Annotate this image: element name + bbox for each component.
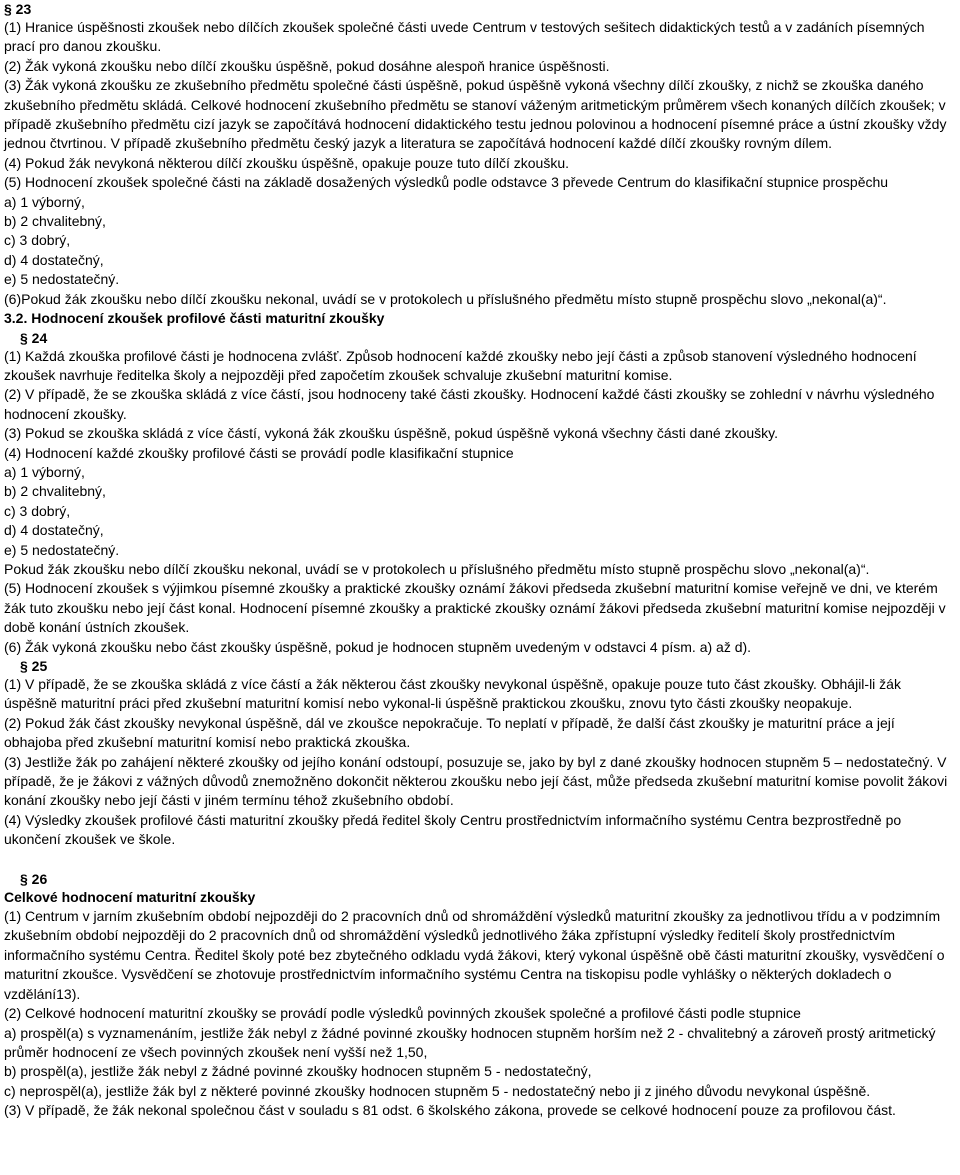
paragraph: (1) Každá zkouška profilové části je hodnocena zvlášť. Způsob hodnocení každé zkoušky nebo její části a způsob stanovení výsledného hodnocení zkoušek navrhuje ředitelka školy a nejpozději před započetím zkoušek schvaluje zkušební maturitní komise.	[4, 347, 917, 383]
spacer	[4, 850, 956, 870]
list-item: c) neprospěl(a), jestliže žák byl z některé povinné zkoušky hodnocen stupněm 5 - nedostatečný nebo ji z jiného důvodu nevykonal úspěšně.	[4, 1082, 871, 1099]
paragraph: (6)Pokud žák zkoušku nebo dílčí zkoušku nekonal, uvádí se v protokolech u příslušného předmětu místo stupně prospěchu slovo „nekonal(a)“.	[4, 290, 887, 307]
section-23-body	[4, 18, 956, 309]
paragraph: (4) Výsledky zkoušek profilové části maturitní zkoušky předá ředitel školy Centru prostřednictvím informačního systému Centra bezprostředně po ukončení zkoušek ve škole.	[4, 811, 902, 848]
list-item: e) 5 nedostatečný.	[4, 541, 120, 558]
paragraph: (2) Celkové hodnocení maturitní zkoušky se provádí podle výsledků povinných zkoušek společné a profilové části podle stupnice	[4, 1005, 801, 1022]
section-25-heading: § 25	[20, 658, 48, 674]
list-item: c) 3 dobrý,	[4, 502, 71, 519]
section-26-body	[4, 907, 956, 1120]
paragraph: (1) Hranice úspěšnosti zkoušek nebo dílčích zkoušek společné části uvede Centrum v testových sešitech didaktických testů a v zadáních písemných prací pro danou zkoušku.	[4, 19, 925, 55]
paragraph: (5) Hodnocení zkoušek společné části na základě dosažených výsledků podle odstavce 3 převede Centrum do klasifikační stupnice prospěchu	[4, 174, 889, 191]
list-item: b) prospěl(a), jestliže žák nebyl z žádné povinné zkoušky hodnocen stupněm 5 - nedostatečný,	[4, 1063, 592, 1080]
list-item: e) 5 nedostatečný.	[4, 271, 120, 288]
paragraph: (3) Pokud se zkouška skládá z více částí, vykoná žák zkoušku úspěšně, pokud úspěšně vykoná všechny části dané zkoušky.	[4, 425, 779, 442]
paragraph: (3) Jestliže žák po zahájení některé zkoušky od jejího konání odstoupí, posuzuje se, jako by byl z dané zkoušky hodnocen stupněm 5 – nedostatečný. V případě, že je žákovi z vážných důvodů znemožněno dokončit některou zkoušku nebo její část, může předseda zkušební maturitní komise povolit žákovi konání zkoušky nebo její části v jiném termínu téhož zkušebního období.	[4, 753, 948, 809]
section-24-heading: § 24	[20, 329, 48, 346]
paragraph: (2) Žák vykoná zkoušku nebo dílčí zkoušku úspěšně, pokud dosáhne alespoň hranice úspěšnosti.	[4, 57, 610, 74]
section-24-body	[4, 347, 956, 658]
paragraph: (3) V případě, že žák nekonal společnou část v souladu s 81 odst. 6 školského zákona, provede se celkové hodnocení pouze za profilovou část.	[4, 1102, 896, 1119]
subsection-3-2-heading: 3.2. Hodnocení zkoušek profilové části maturitní zkoušky	[4, 310, 385, 327]
section-26-heading: § 26	[20, 870, 48, 887]
section-26-title: Celkové hodnocení maturitní zkoušky	[4, 888, 256, 905]
paragraph: (4) Pokud žák nevykoná některou dílčí zkoušku úspěšně, opakuje pouze tuto dílčí zkoušku.	[4, 154, 569, 171]
list-item: d) 4 dostatečný,	[4, 522, 104, 539]
list-item: d) 4 dostatečný,	[4, 251, 104, 268]
list-item: a) 1 výborný,	[4, 463, 85, 480]
paragraph: (5) Hodnocení zkoušek s výjimkou písemné zkoušky a praktické zkoušky oznámí žákovi předseda zkušební maturitní komise veřejně ve dni, ve kterém žák tuto zkoušku nebo její část konal. Hodnocení písemné zkoušky a praktické zkoušky oznámí žákovi předseda zkušební maturitní komise nejpozději v době konání ústních zkoušek.	[4, 580, 946, 636]
list-item: b) 2 chvalitebný,	[4, 213, 106, 230]
paragraph: (3) Žák vykoná zkoušku ze zkušebního předmětu společné části úspěšně, pokud úspěšně vykoná všechny dílčí zkoušky, z nichž se zkouška daného zkušebního předmětu skládá. Celkové hodnocení zkušebního předmětu se stanoví váženým aritmetickým průměrem všech konaných dílčích zkoušek; v případě zkušebního předmětu cizí jazyk se započítává hodnocení didaktického testu jednou polovinou a hodnocení písemné práce a ústní zkoušky vždy jednou čtvrtinou. V případě zkušebního předmětu český jazyk a literatura se započítává hodnocení každé dílčí zkoušky rovným dílem.	[4, 77, 947, 152]
paragraph: (1) Centrum v jarním zkušebním období nejpozději do 2 pracovních dnů od shromáždění výsledků maturitní zkoušky za jednotlivou třídu a v podzimním zkušebním období nejpozději do 2 pracovních dnů od shromáždění výsledků jednotlivého žáka zpřístupní výsledky ředitelí školy prostřednictvím informačního systému Centra. Ředitel školy poté bez zbytečného odkladu vydá žákovi, který vykonal úspěšně obě části maturitní zkoušky, vysvědčení o maturitní zkoušce. Vysvědčení se zhotovuje prostřednictvím informačního systému Centra na tiskopisu podle vyhlášky o některých dokladech o vzdělání13).	[4, 908, 945, 1002]
list-item: a) prospěl(a) s vyznamenáním, jestliže žák nebyl z žádné povinné zkoušky hodnocen stupněm horším než 2 - chvalitebný a zároveň prostý aritmetický průměr hodnocení ze všech povinných zkoušek není vyšší než 1,50,	[4, 1024, 936, 1060]
paragraph: (2) V případě, že se zkouška skládá z více částí, jsou hodnoceny také části zkoušky. Hodnocení každé části zkoušky se zohlední v návrhu výsledného hodnocení zkoušky.	[4, 386, 935, 422]
paragraph: (1) V případě, že se zkouška skládá z více částí a žák některou část zkoušky nevykonal úspěšně, opakuje pouze tuto část zkoušky. Obhájil-li žák úspěšně maturitní práci před zkušební maturitní komisí nebo vykonal-li úspěšně praktickou zkoušku, znovu tyto části zkoušky neopakuje.	[4, 676, 901, 712]
list-item: b) 2 chvalitebný,	[4, 483, 106, 500]
paragraph: (6) Žák vykoná zkoušku nebo část zkoušky úspěšně, pokud je hodnocen stupněm uvedeným v odstavci 4 písm. a) až d).	[4, 638, 752, 655]
list-item: c) 3 dobrý,	[4, 232, 71, 249]
paragraph: (2) Pokud žák část zkoušky nevykonal úspěšně, dál ve zkoušce nepokračuje. To neplatí v případě, že další část zkoušky je maturitní práce a její obhajoba před zkušební maturitní komisí nebo praktická zkouška.	[4, 714, 895, 751]
section-25-body	[4, 675, 956, 850]
section-23-heading: § 23	[4, 1, 32, 17]
paragraph: Pokud žák zkoušku nebo dílčí zkoušku nekonal, uvádí se v protokolech u příslušného předmětu místo stupně prospěchu slovo „nekonal(a)“.	[4, 560, 870, 577]
paragraph: (4) Hodnocení každé zkoušky profilové části se provádí podle klasifikační stupnice	[4, 444, 514, 461]
list-item: a) 1 výborný,	[4, 193, 85, 210]
